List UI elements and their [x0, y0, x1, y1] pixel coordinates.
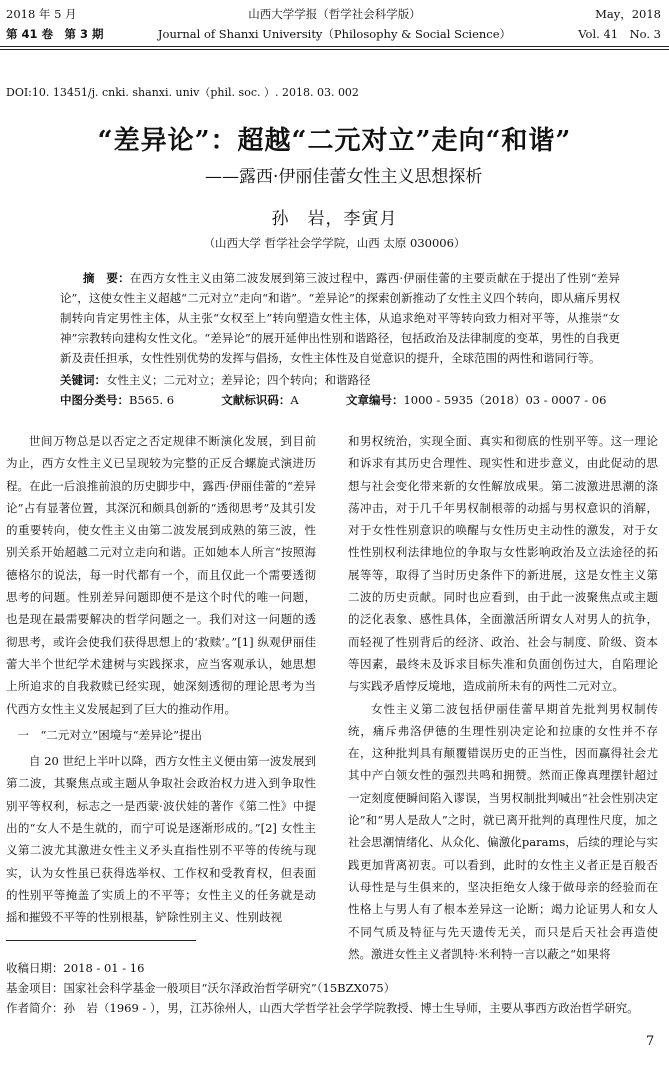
keywords [60, 372, 371, 388]
footnote-author: 作者简介：孙 岩（1969 - ），男，江苏徐州人，山西大学哲学社会学学院教授、博士生导师，主要从事西方政治哲学研究。 [6, 1001, 639, 1015]
classification-line [60, 392, 606, 408]
journal-volume-en: Vol. 41 No. 3 [578, 27, 661, 41]
paper-subtitle: ——露西·伊丽佳蕾女性主义思想探析 [205, 167, 483, 187]
authors: 孙 岩，李寅月 [271, 209, 398, 229]
page-number: 7 [646, 1034, 655, 1049]
affiliation: （山西大学 哲学社会学学院，山西 太原 030006） [203, 236, 466, 250]
section-heading: 一 “二元对立”困境与“差异论”提出 [17, 727, 203, 742]
doi: DOI:10. 13451/j. cnki. shanxi. univ（phil. soc. ）. 2018. 03. 002 [6, 86, 359, 99]
doc-code-label: 文献标识码： [221, 393, 291, 407]
abstract [60, 268, 620, 368]
intro-paragraph: 世间万物总是以否定之否定规律不断演化发展，到目前为止，西方女性主义已呈现较为完整的正反合螺旋式演进历程。在此一后浪推前浪的历史脚步中，露西·伊丽佳蕾的“差异论”占有显著位置，其深沉和颇具创新的“透彻思考”及其引发的重要转向，使女性主义由第二波发展到成熟的第三波，性别关系开始超越二元对立走向和谐。正如她本人所言“按照海德格尔的说法，每一时代都有一个，而且仅此一个需要透彻思考的问题。性别差异问题即便不是这个时代的唯一问题，也是现在最需要解决的哲学问题之一。我们对这一问题的透彻思考，或许会使我们获得思想上的‘救赎’。”[1] 纵观伊丽佳蕾大半个世纪学术建树与实践探求，应当客观承认，她思想上所追求的自我救赎已经实现，她深刻透彻的理论思考为当代西方女性主义发展起到了巨大的推动作用。 [6, 434, 316, 716]
section-paragraph-1: 自 20 世纪上半叶以降，西方女性主义便由第一波发展到第二波，其聚焦点或主题从争取社会政治权力进入到争取性别平等权利，标志之一是西蒙·波伏娃的著作《第二性》中提出的“女人不是生就的，而宁可说是逐渐形成的。”[2] 女性主义第二波尤其激进女性主义矛头直指性别不平等的传统与现实，认为女性虽已获得选举权、工作权和受教育权，但表面的性别平等掩盖了实质上的不平等；女性主义的任务就是动摇和摧毁不平等的性别根基，铲除性别主义、性别歧视 [6, 754, 316, 925]
footnote-received: 收稿日期：2018 - 01 - 16 [6, 961, 145, 975]
article-number-value: 1000 - 5935（2018）03 - 0007 - 06 [403, 393, 607, 407]
footnote-rule [6, 940, 196, 941]
section-paragraph-2: 女性主义第二波包括伊丽佳蕾早期首先批判男权制传统，痛斥弗洛伊德的生理性别决定论和拉康的女性并不存在，这种批判具有颠覆错误历史的正当性，因而赢得社会尤其中产白领女性的强烈共鸣和拥赞。然而正像真理摆针超过一定刻度便瞬间陷入谬误，当男权制批判喊出“社会性别决定论”和“男人是敌人”之时，就已离开批判的真理性尺度，加之社会思潮情绪化、从众化、偏激化params，后续的理论与实践更加背离初衷。可以看到，此时的女性主义者正是百般否认母性是与生俱来的，坚决拒绝女人缘于做母亲的经验而在性格上与男人有了根本差异这一论断；竭力论证男人和女人不同气质及特征与先天遗传无关，而只是后天社会再造使然。激进女性主义者凯特·米利特一言以蔽之“如果将 [348, 701, 658, 961]
header-rule-top [0, 46, 669, 47]
journal-name-en: Journal of Shanxi University（Philosophy & Social Science） [157, 27, 512, 41]
abstract-label: 摘 要： [83, 271, 130, 285]
continued-paragraph: 和男权统治，实现全面、真实和彻底的性别平等。这一理论和诉求有其历史合理性、现实性和进步意义，由此促动的思想与社会变化带来新的女性解放成果。第二波激进思潮的涤荡冲击，对于几千年男权制根蒂的动摇与男权意识的消解，对于女性性别意识的唤醒与女性历史主动性的激发，对于女性性别权利法律地位的争取与女性影响政治及立法途径的拓展等等，取得了当时历史条件下的新进展，这是女性主义第二波的历史贡献。同时也应看到，由于此一波聚焦点或主题的泛化表象、感性具体，全面激活所谓女人对男人的抗争，而轻视了性别背后的经济、政治、社会与制度、阶级、资本等因素，最终未及诉求目标失准和负面创伤过大，自陷理论与实践矛盾悖反境地，造成前所未有的两性二元对立。 [348, 434, 658, 694]
journal-volume: 第 41 卷 第 3 期 [6, 27, 104, 41]
footnote-fund: 基金项目：国家社会科学基金一般项目“沃尔泽政治哲学研究”（15BZX075） [6, 981, 396, 995]
clc-label: 中图分类号： [60, 393, 129, 407]
body-left-column [6, 430, 316, 929]
body-right-column [348, 430, 658, 965]
header-rule-bottom [0, 49, 669, 50]
doc-code-value: A [290, 393, 299, 407]
abstract-text: 在西方女性主义由第二波发展到第三波过程中，露西·伊丽佳蕾的主要贡献在于提出了性别“差异论”，这使女性主义超越“二元对立”走向“和谐”。“差异论”的探索创新推动了女性主义四个转向，即从痛斥男权制转向肯定男性主体，从主张“女权至上”转向塑造女性主体，从追求绝对平等转向致力相对平等，从推崇“女神”宗教转向建构女性文化。“差异论”的展开延伸出性别和谐路径，包括政治及法律制度的变革，男性的自我更新及责任担承，女性性别优势的发挥与倡扬，女性主体性及自觉意识的提升，全球范围的两性和谐同行等。 [60, 271, 621, 365]
journal-name-cn: 山西大学学报（哲学社会科学版） [248, 7, 421, 21]
journal-date-en: May，2018 [595, 7, 661, 21]
keywords-label: 关键词： [60, 373, 106, 387]
keywords-text: 女性主义；二元对立；差异论；四个转向；和谐路径 [106, 373, 371, 387]
clc-value: B565. 6 [129, 393, 175, 407]
article-number-label: 文章编号： [345, 393, 404, 407]
paper-title: “差异论”：超越“二元对立”走向“和谐” [97, 126, 572, 156]
journal-date: 2018 年 5 月 [6, 7, 77, 21]
